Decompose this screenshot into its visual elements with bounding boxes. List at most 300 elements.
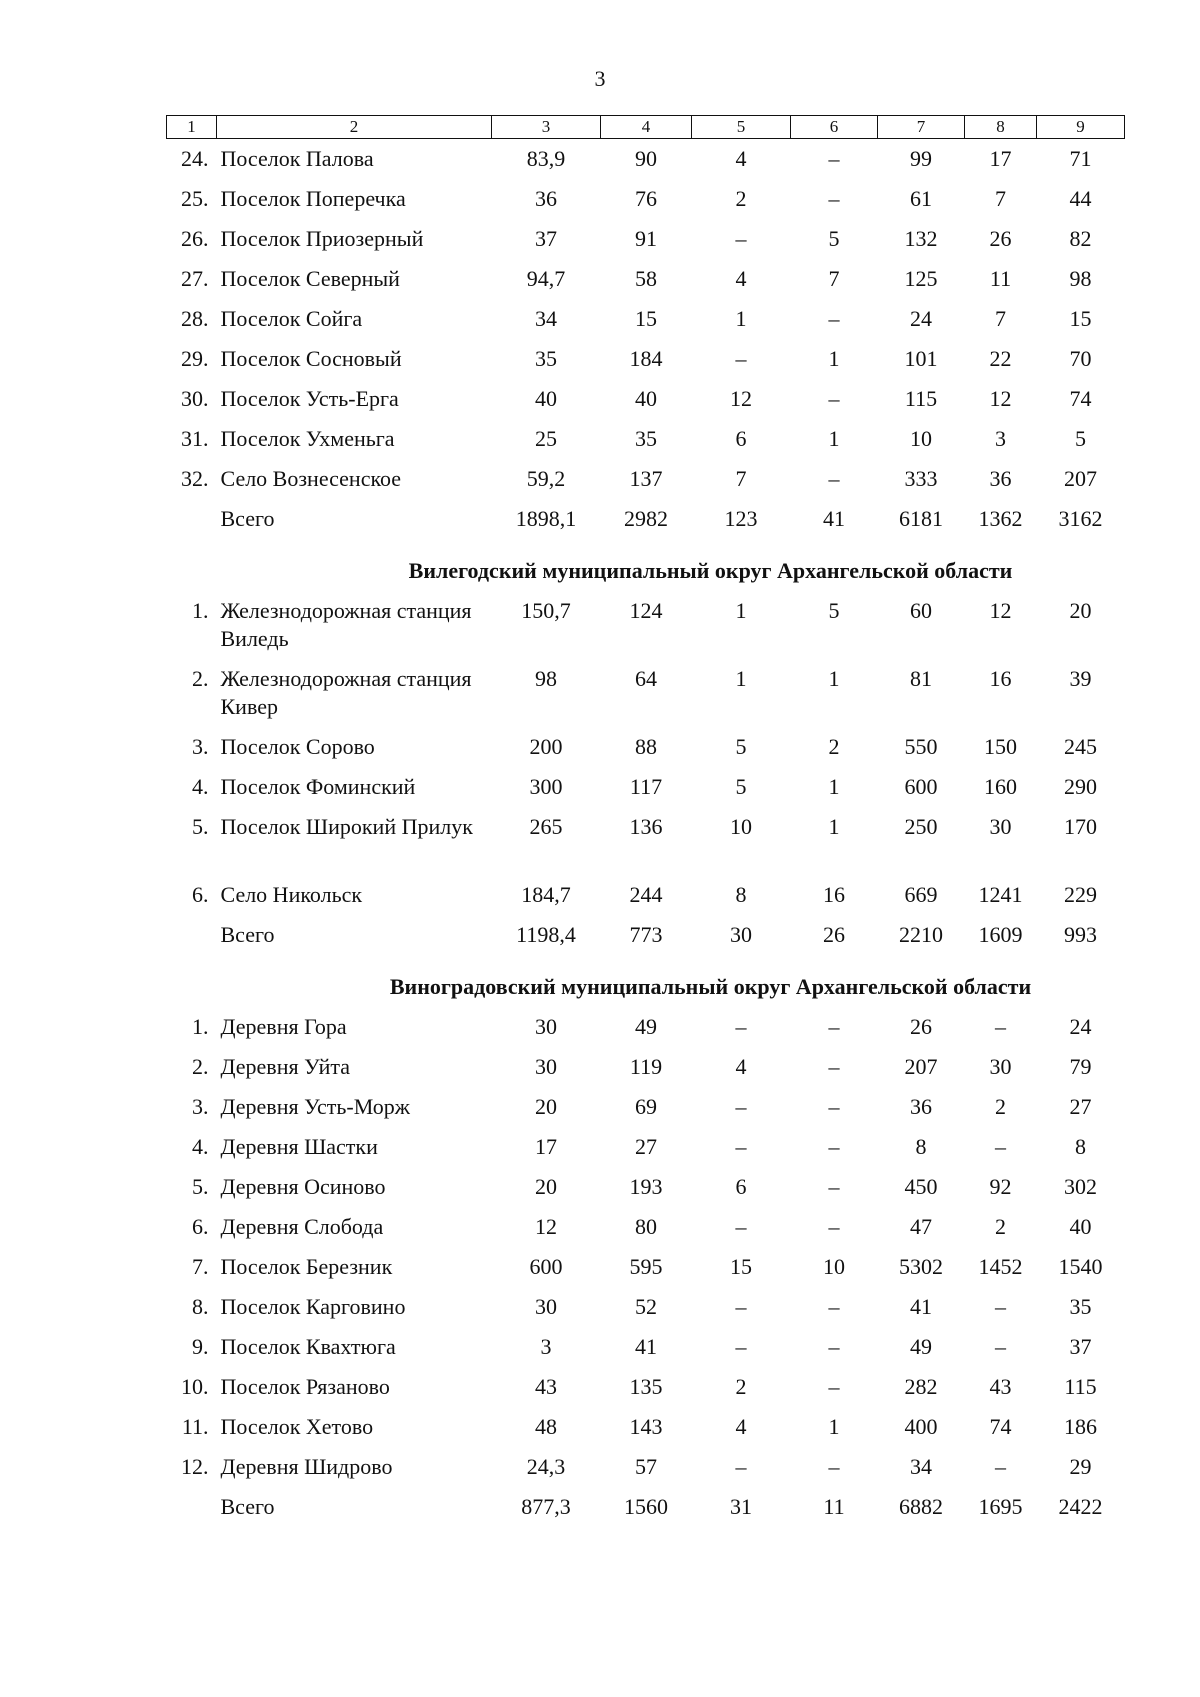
- value-cell: 34: [910, 1454, 932, 1479]
- value-cell: 200: [529, 734, 563, 759]
- value-cell: 30: [535, 1054, 557, 1079]
- value-cell: 450: [904, 1174, 938, 1199]
- value-cell: 8: [1075, 1134, 1086, 1159]
- row-number: 3.: [192, 1094, 209, 1119]
- value-cell: 30: [989, 814, 1012, 839]
- value-cell: 36: [535, 186, 557, 211]
- row-number: 31.: [181, 426, 209, 451]
- value-cell: 300: [529, 774, 563, 799]
- value-cell: –: [735, 1214, 747, 1239]
- value-cell: 74: [989, 1414, 1012, 1439]
- settlement-name: Деревня Гора: [220, 1014, 347, 1039]
- value-cell: 132: [904, 226, 938, 251]
- value-cell: 1: [828, 426, 840, 451]
- value-cell: 550: [904, 734, 938, 759]
- total-value: 2982: [624, 506, 668, 531]
- value-cell: 61: [910, 186, 932, 211]
- value-cell: –: [828, 1374, 840, 1399]
- total-value: 31: [730, 1494, 752, 1519]
- table-row: [167, 733, 1125, 773]
- value-cell: 30: [989, 1054, 1012, 1079]
- column-number: 3: [492, 116, 601, 139]
- value-cell: 40: [535, 386, 557, 411]
- settlement-name: Поселок Сосновый: [220, 346, 402, 371]
- value-cell: 29: [1069, 1454, 1092, 1479]
- value-cell: 91: [635, 226, 657, 251]
- settlement-name: Поселок Широкий Прилук: [220, 814, 473, 839]
- value-cell: 60: [910, 598, 932, 623]
- value-cell: –: [828, 146, 840, 171]
- table-row: [167, 1093, 1125, 1133]
- row-number: 6.: [192, 1214, 209, 1239]
- table-row: [167, 881, 1125, 921]
- value-cell: 207: [1064, 466, 1097, 491]
- value-cell: 6: [735, 426, 747, 451]
- total-label: Всего: [220, 506, 275, 531]
- row-number: 12.: [181, 1454, 209, 1479]
- table-row: [167, 1053, 1125, 1093]
- value-cell: 12: [989, 598, 1012, 623]
- value-cell: 30: [535, 1294, 557, 1319]
- row-number: 1.: [192, 1014, 209, 1039]
- value-cell: 47: [910, 1214, 932, 1239]
- value-cell: 302: [1064, 1174, 1097, 1199]
- column-number: 9: [1037, 116, 1125, 139]
- value-cell: 10: [823, 1254, 845, 1279]
- table-row: [167, 385, 1125, 425]
- value-cell: 1: [828, 1414, 840, 1439]
- settlement-name: Деревня Шидрово: [220, 1454, 393, 1479]
- value-cell: –: [828, 1094, 840, 1119]
- value-cell: –: [995, 1294, 1006, 1319]
- settlement-name: Деревня Уйта: [220, 1054, 350, 1079]
- settlement-name: Поселок Ухменьга: [220, 426, 395, 451]
- settlement-name: Поселок Сорово: [220, 734, 375, 759]
- value-cell: 1540: [1058, 1254, 1103, 1279]
- value-cell: 24: [910, 306, 932, 331]
- column-number: 8: [965, 116, 1037, 139]
- value-cell: 595: [629, 1254, 663, 1279]
- total-value: 26: [823, 922, 845, 947]
- value-cell: 81: [910, 666, 932, 691]
- value-cell: –: [735, 346, 747, 371]
- value-cell: 2: [995, 1094, 1006, 1119]
- settlement-name: Село Вознесенское: [220, 466, 402, 491]
- table-row: [167, 265, 1125, 305]
- total-value: 41: [823, 506, 845, 531]
- settlement-name: Поселок Березник: [220, 1254, 393, 1279]
- row-number: 25.: [181, 186, 209, 211]
- value-cell: 3: [995, 426, 1006, 451]
- value-cell: 7: [828, 266, 840, 291]
- value-cell: 88: [635, 734, 657, 759]
- table-row: [167, 465, 1125, 505]
- value-cell: 207: [904, 1054, 938, 1079]
- value-cell: –: [995, 1134, 1006, 1159]
- value-cell: 8: [735, 882, 747, 907]
- value-cell: 4: [735, 1054, 747, 1079]
- value-cell: 1: [735, 306, 747, 331]
- row-number: 2.: [192, 1054, 209, 1079]
- empty-cell: [167, 505, 217, 545]
- value-cell: 1452: [978, 1254, 1023, 1279]
- table-row: [167, 305, 1125, 345]
- value-cell: 43: [535, 1374, 557, 1399]
- table-row: [167, 185, 1125, 225]
- value-cell: 6: [735, 1174, 747, 1199]
- value-cell: 36: [910, 1094, 932, 1119]
- settlement-name: Поселок Поперечка: [220, 186, 406, 211]
- value-cell: 5: [828, 598, 840, 623]
- value-cell: 193: [629, 1174, 663, 1199]
- settlement-name: Село Никольск: [220, 882, 363, 907]
- value-cell: 43: [989, 1374, 1012, 1399]
- value-cell: 58: [635, 266, 657, 291]
- value-cell: 10: [730, 814, 752, 839]
- value-cell: 30: [535, 1014, 557, 1039]
- value-cell: 135: [629, 1374, 663, 1399]
- value-cell: –: [995, 1014, 1006, 1039]
- table-row: [167, 1133, 1125, 1173]
- settlement-name: Поселок Сойга: [220, 306, 363, 331]
- table-row: [167, 813, 1125, 881]
- value-cell: 1: [828, 814, 840, 839]
- value-cell: 1: [828, 346, 840, 371]
- value-cell: 117: [629, 774, 663, 799]
- total-value: 773: [629, 922, 663, 947]
- value-cell: 186: [1064, 1414, 1097, 1439]
- table-row: [167, 345, 1125, 385]
- value-cell: 184: [629, 346, 663, 371]
- value-cell: 5: [735, 774, 747, 799]
- value-cell: 1: [828, 666, 840, 691]
- row-number: 9.: [192, 1334, 209, 1359]
- value-cell: 125: [904, 266, 938, 291]
- value-cell: 2: [828, 734, 840, 759]
- table-row: [167, 1213, 1125, 1253]
- value-cell: 16: [989, 666, 1012, 691]
- value-cell: 101: [904, 346, 938, 371]
- row-number: 10.: [181, 1374, 209, 1399]
- value-cell: 5: [735, 734, 747, 759]
- value-cell: 48: [535, 1414, 557, 1439]
- row-number: 28.: [181, 306, 209, 331]
- row-number: 5.: [192, 1174, 209, 1199]
- row-number: 27.: [181, 266, 209, 291]
- value-cell: 143: [629, 1414, 663, 1439]
- value-cell: 184,7: [521, 882, 571, 907]
- value-cell: –: [828, 1294, 840, 1319]
- value-cell: 170: [1064, 814, 1097, 839]
- row-number: 8.: [192, 1294, 209, 1319]
- value-cell: 27: [1069, 1094, 1092, 1119]
- value-cell: 26: [989, 226, 1012, 251]
- table-row: [167, 425, 1125, 465]
- total-label: Всего: [220, 1494, 275, 1519]
- settlement-name: Деревня Усть-Морж: [220, 1094, 410, 1119]
- row-number: 6.: [192, 882, 209, 907]
- value-cell: 83,9: [526, 146, 566, 171]
- value-cell: –: [735, 1094, 747, 1119]
- value-cell: 80: [635, 1214, 657, 1239]
- column-number: 5: [692, 116, 791, 139]
- value-cell: –: [735, 1134, 747, 1159]
- value-cell: 82: [1069, 226, 1092, 251]
- value-cell: 2: [735, 186, 747, 211]
- value-cell: 4: [735, 146, 747, 171]
- column-number: 1: [167, 116, 217, 139]
- row-number: 4.: [192, 774, 209, 799]
- value-cell: 41: [910, 1294, 932, 1319]
- row-number: 4.: [192, 1134, 209, 1159]
- total-row: [167, 921, 1125, 961]
- value-cell: –: [828, 306, 840, 331]
- value-cell: 41: [635, 1334, 657, 1359]
- value-cell: 7: [995, 186, 1006, 211]
- value-cell: 69: [635, 1094, 657, 1119]
- value-cell: 8: [915, 1134, 927, 1159]
- column-number: 2: [217, 116, 492, 139]
- column-number-header: [167, 116, 1125, 139]
- value-cell: –: [735, 1454, 747, 1479]
- settlement-name: Поселок Палова: [220, 146, 374, 171]
- value-cell: 1241: [978, 882, 1023, 907]
- settlement-name: Поселок Усть-Ерга: [220, 386, 399, 411]
- value-cell: 5302: [899, 1254, 943, 1279]
- settlement-name: Поселок Фоминский: [220, 774, 416, 799]
- value-cell: –: [828, 1014, 840, 1039]
- value-cell: 115: [904, 386, 938, 411]
- total-row: [167, 1493, 1125, 1533]
- table-row: [167, 1413, 1125, 1453]
- value-cell: 25: [535, 426, 557, 451]
- value-cell: 44: [1069, 186, 1092, 211]
- value-cell: 3: [540, 1334, 552, 1359]
- value-cell: 37: [535, 226, 557, 251]
- value-cell: 27: [635, 1134, 657, 1159]
- value-cell: 136: [629, 814, 663, 839]
- value-cell: 20: [1069, 598, 1092, 623]
- value-cell: 119: [629, 1054, 663, 1079]
- value-cell: –: [735, 1014, 747, 1039]
- settlement-name: Поселок Северный: [220, 266, 400, 291]
- value-cell: –: [828, 1174, 840, 1199]
- value-cell: 290: [1064, 774, 1097, 799]
- value-cell: –: [828, 386, 840, 411]
- value-cell: 150,7: [521, 598, 571, 623]
- total-value: 30: [730, 922, 752, 947]
- table-row: [167, 1293, 1125, 1333]
- section-title: Виноградовский муниципальный округ Архангельской области: [389, 974, 1032, 999]
- value-cell: 16: [823, 882, 845, 907]
- table-row: [167, 665, 1125, 733]
- value-cell: 333: [904, 466, 938, 491]
- total-value: 2210: [899, 922, 943, 947]
- value-cell: 229: [1064, 882, 1097, 907]
- total-value: 11: [823, 1494, 845, 1519]
- row-number: 11.: [181, 1414, 209, 1439]
- total-value: 877,3: [521, 1494, 571, 1519]
- value-cell: 36: [989, 466, 1012, 491]
- total-value: 1695: [978, 1494, 1023, 1519]
- value-cell: 98: [535, 666, 557, 691]
- value-cell: –: [828, 1054, 840, 1079]
- value-cell: 1: [735, 598, 747, 623]
- value-cell: 115: [1064, 1374, 1097, 1399]
- value-cell: 2: [995, 1214, 1006, 1239]
- settlement-name: Поселок Приозерный: [220, 226, 424, 251]
- value-cell: 11: [989, 266, 1012, 291]
- value-cell: 5: [828, 226, 840, 251]
- empty-cell: [167, 921, 217, 961]
- value-cell: 49: [910, 1334, 932, 1359]
- value-cell: 15: [635, 306, 657, 331]
- row-number: 26.: [181, 226, 209, 251]
- value-cell: 92: [989, 1174, 1012, 1199]
- value-cell: 669: [904, 882, 938, 907]
- value-cell: 26: [910, 1014, 932, 1039]
- value-cell: –: [828, 1454, 840, 1479]
- settlement-name: Деревня Осиново: [220, 1174, 386, 1199]
- row-number: 24.: [181, 146, 209, 171]
- value-cell: 76: [635, 186, 657, 211]
- value-cell: 37: [1069, 1334, 1092, 1359]
- value-cell: 1: [735, 666, 747, 691]
- value-cell: 24: [1069, 1014, 1092, 1039]
- section-heading-row: [167, 545, 1125, 597]
- row-number: 32.: [181, 466, 209, 491]
- value-cell: 20: [535, 1094, 557, 1119]
- value-cell: 250: [904, 814, 938, 839]
- value-cell: 40: [635, 386, 657, 411]
- row-number: 1.: [192, 598, 209, 623]
- row-number: 3.: [192, 734, 209, 759]
- table-row: [167, 773, 1125, 813]
- value-cell: 7: [735, 466, 747, 491]
- value-cell: 90: [635, 146, 657, 171]
- settlement-name: Деревня Слобода: [220, 1214, 384, 1239]
- value-cell: 245: [1064, 734, 1097, 759]
- column-number: 6: [791, 116, 878, 139]
- total-value: 1898,1: [515, 506, 577, 531]
- table-row: [167, 225, 1125, 265]
- value-cell: 64: [635, 666, 657, 691]
- row-number: 2.: [192, 666, 209, 691]
- total-value: 6882: [899, 1494, 943, 1519]
- value-cell: 10: [910, 426, 932, 451]
- table-row: [167, 1013, 1125, 1053]
- table-row: [167, 1253, 1125, 1293]
- value-cell: 400: [904, 1414, 938, 1439]
- value-cell: 57: [635, 1454, 657, 1479]
- value-cell: 59,2: [526, 466, 566, 491]
- total-value: 2422: [1058, 1494, 1103, 1519]
- value-cell: 137: [629, 466, 663, 491]
- value-cell: –: [735, 226, 747, 251]
- total-row: [167, 505, 1125, 545]
- value-cell: 150: [984, 734, 1017, 759]
- value-cell: 39: [1069, 666, 1092, 691]
- value-cell: 49: [635, 1014, 657, 1039]
- settlement-name: Поселок Квахтюга: [220, 1334, 396, 1359]
- total-value: 123: [724, 506, 758, 531]
- table-row: [167, 145, 1125, 185]
- total-value: 1362: [978, 506, 1023, 531]
- value-cell: –: [828, 1134, 840, 1159]
- value-cell: 265: [529, 814, 563, 839]
- value-cell: 7: [995, 306, 1006, 331]
- value-cell: –: [995, 1334, 1006, 1359]
- row-number: 7.: [192, 1254, 209, 1279]
- settlement-name: Железнодорожная станция Кивер: [220, 666, 472, 719]
- value-cell: 98: [1069, 266, 1092, 291]
- value-cell: 70: [1069, 346, 1092, 371]
- total-value: 6181: [899, 506, 943, 531]
- value-cell: 20: [535, 1174, 557, 1199]
- value-cell: 124: [629, 598, 663, 623]
- value-cell: –: [828, 186, 840, 211]
- value-cell: 40: [1069, 1214, 1092, 1239]
- value-cell: 12: [989, 386, 1012, 411]
- total-value: 3162: [1058, 506, 1103, 531]
- value-cell: 17: [535, 1134, 557, 1159]
- value-cell: 15: [730, 1254, 752, 1279]
- value-cell: 24,3: [526, 1454, 566, 1479]
- value-cell: 22: [989, 346, 1012, 371]
- settlement-name: Железнодорожная станция Виледь: [220, 598, 472, 651]
- settlement-name: Поселок Карговино: [220, 1294, 406, 1319]
- value-cell: 35: [635, 426, 657, 451]
- value-cell: 282: [904, 1374, 938, 1399]
- table-row: [167, 1373, 1125, 1413]
- value-cell: –: [735, 1334, 747, 1359]
- value-cell: 94,7: [526, 266, 566, 291]
- value-cell: 5: [1075, 426, 1086, 451]
- settlements-table: [166, 115, 1125, 1533]
- value-cell: 17: [989, 146, 1012, 171]
- value-cell: 52: [635, 1294, 657, 1319]
- value-cell: –: [735, 1294, 747, 1319]
- value-cell: –: [828, 1334, 840, 1359]
- value-cell: 35: [1069, 1294, 1092, 1319]
- table-row: [167, 1333, 1125, 1373]
- value-cell: 244: [629, 882, 663, 907]
- value-cell: 1: [828, 774, 840, 799]
- value-cell: –: [828, 1214, 840, 1239]
- settlement-name: Поселок Рязаново: [220, 1374, 390, 1399]
- section-heading-row: [167, 961, 1125, 1013]
- total-value: 993: [1064, 922, 1097, 947]
- settlement-name: Деревня Шастки: [220, 1134, 378, 1159]
- value-cell: 71: [1069, 146, 1092, 171]
- table-row: [167, 597, 1125, 665]
- value-cell: 4: [735, 1414, 747, 1439]
- value-cell: 160: [984, 774, 1017, 799]
- row-number: 29.: [181, 346, 209, 371]
- value-cell: 4: [735, 266, 747, 291]
- value-cell: –: [995, 1454, 1006, 1479]
- row-number: 5.: [192, 814, 209, 839]
- total-value: 1609: [978, 922, 1023, 947]
- total-label: Всего: [220, 922, 275, 947]
- column-number: 7: [878, 116, 965, 139]
- value-cell: 12: [730, 386, 752, 411]
- value-cell: –: [828, 466, 840, 491]
- value-cell: 99: [910, 146, 932, 171]
- value-cell: 79: [1069, 1054, 1092, 1079]
- settlement-name: Поселок Хетово: [220, 1414, 374, 1439]
- table-row: [167, 1453, 1125, 1493]
